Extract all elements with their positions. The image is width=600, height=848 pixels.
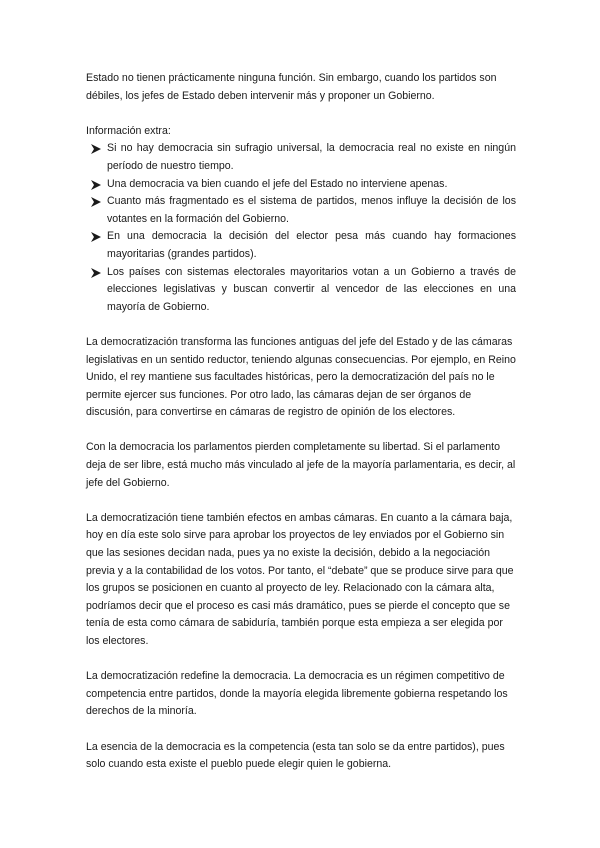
arrowhead-bullet-icon [91, 197, 101, 207]
list-item-text: Si no hay democracia sin sufragio universal, la democracia real no existe en ningún período de nuestro tiempo. [107, 142, 516, 172]
list-item [107, 193, 516, 228]
list-item [107, 176, 516, 194]
body-paragraph: La esencia de la democracia es la competencia (esta tan solo se da entre partidos), pues solo cuando esta existe el pueblo puede elegir quien le gobierna. [86, 740, 505, 771]
body-paragraph: La democratización tiene también efectos en ambas cámaras. En cuanto a la cámara baja, hoy en día este solo sirve para aprobar los proyectos de ley enviados por el Gobierno sin que las sesiones decidan nada, pues ya no existe la decisión, debido a la negociación previa y a la contabilidad de los votos. Por tanto, el “debate” que se produce sirve para que los grupos se posicionen en cuanto al proyecto de ley. Relacionado con la cámara alta, podríamos decir que el proceso es casi más dramático, pues se pierde el concepto que se tenía de esta como cámara de sabiduría, también porque esta empieza a ser elegida por los electores. [86, 511, 514, 647]
arrowhead-bullet-icon [91, 180, 101, 190]
paragraph-gap [86, 316, 516, 334]
extra-info-heading: Información extra: [86, 124, 171, 137]
list-item [107, 228, 516, 263]
body-paragraph: Con la democracia los parlamentos pierden completamente su libertad. Si el parlamento deja de ser libre, está mucho más vinculado al jefe de la mayoría parlamentaria, es decir, al jefe del Gobierno. [86, 441, 516, 489]
paragraph-gap [86, 492, 516, 510]
extra-info-list [86, 140, 516, 316]
arrowhead-bullet-icon [91, 232, 101, 242]
body-paragraph: La democratización transforma las funciones antiguas del jefe del Estado y de las cámaras legislativas en un sentido reductor, teniendo algunas consecuencias. Por ejemplo, en Reino Unido, el rey mantiene sus facultades históricas, pero la democratización del país no le permite ejercer sus funciones. Por otro lado, las cámaras dejan de ser órganos de discusión, para convertirse en cámaras de registro de opinión de los electores. [86, 335, 516, 419]
list-item [107, 140, 516, 175]
list-item-text: Una democracia va bien cuando el jefe del Estado no interviene apenas. [107, 177, 448, 190]
paragraph-gap [86, 721, 516, 739]
paragraph-gap [86, 105, 516, 123]
intro-paragraph: Estado no tienen prácticamente ninguna función. Sin embargo, cuando los partidos son débiles, los jefes de Estado deben intervenir más y proponer un Gobierno. [86, 72, 497, 102]
list-item-text: Cuanto más fragmentado es el sistema de partidos, menos influye la decisión de los votantes en la formación del Gobierno. [107, 195, 516, 225]
paragraph-gap [86, 422, 516, 440]
paragraph-gap [86, 651, 516, 669]
body-paragraph: La democratización redefine la democracia. La democracia es un régimen competitivo de competencia entre partidos, donde la mayoría elegida libremente gobierna respetando los derechos de la minoría. [86, 670, 508, 718]
list-item-text: En una democracia la decisión del elector pesa más cuando hay formaciones mayoritarias (grandes partidos). [107, 230, 516, 260]
arrowhead-bullet-icon [91, 144, 101, 154]
document-page [86, 70, 516, 774]
arrowhead-bullet-icon [91, 268, 101, 278]
list-item-text: Los países con sistemas electorales mayoritarios votan a un Gobierno a través de elecciones legislativas y buscan convertir al vencedor de las elecciones en una mayoría de Gobierno. [107, 265, 516, 313]
list-item [107, 264, 516, 317]
